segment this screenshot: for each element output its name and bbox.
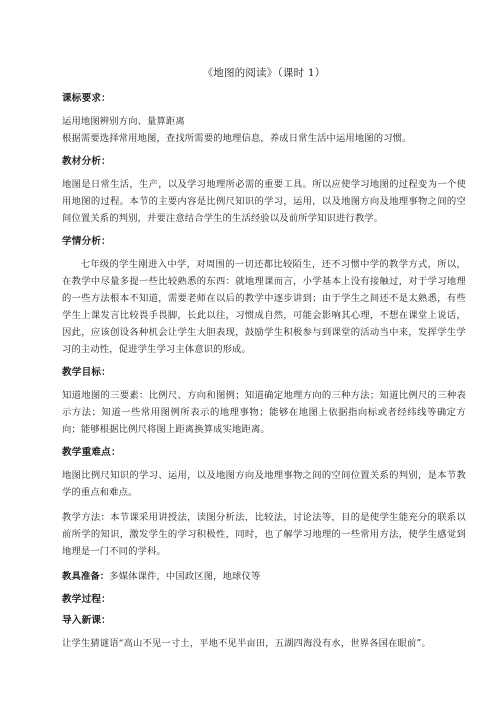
intro-heading: 导入新课： xyxy=(62,615,111,626)
process-heading: 教学过程： xyxy=(62,594,111,605)
intro-text: 让学生猜谜语“高山不见一寸土，平地不见半亩田，五湖四海没有水，世界各国在眼前”。 xyxy=(62,638,431,649)
prep-line xyxy=(62,568,466,585)
learners-heading: 学情分析： xyxy=(62,236,111,247)
goals-heading: 教学目标： xyxy=(62,367,111,378)
prep-text: 多媒体课件，中国政区图，地球仪等 xyxy=(109,571,261,582)
standards-line-1: 运用地图辨别方向、量算距离 xyxy=(62,116,185,127)
methods-text: 教学方法：本节课采用讲授法，读图分析法，比较法，讨论法等，目的是使学生能充分的联系以前所学的知识，激发学生的学习积极性，同时，也了解学习地理的一些常用方法，使学生感觉到地理是一门不同的学科。 xyxy=(62,512,466,557)
keypoints-text: 地图比例尺知识的学习、运用，以及地图方向及地理事物之间的空间位置关系的判别，是本节教学的重点和难点。 xyxy=(62,470,466,498)
goals-text: 知道地图的三要素：比例尺、方向和图例；知道确定地理方向的三种方法；知道比例尺的三种表示方法；知道一些常用图例所表示的地理事物；能够在地图上依据指向标或者经纬线等确定方向；能够根据比例尺将图上距离换算成实地距离。 xyxy=(62,390,466,435)
standards-line-2: 根据需要选择常用地图，查找所需要的地理信息，养成日常生活中运用地图的习惯。 xyxy=(62,133,412,144)
document-page xyxy=(62,66,466,660)
learners-text: 七年级的学生刚进入中学，对周围的一切还都比较陌生，还不习惯中学的教学方式，所以，在教学中尽量多提一些比较熟悉的东西：就地理课而言，小学基本上没有接触过，对于学习地理的一些方法根本不知道，需要老师在以后的教学中逐步讲到；由于学生之间还不是太熟悉，有些学生上课发言比较畏手畏脚，长此以往，习惯成自然，可能会影响其心理，不想在课堂上说话，因此，应该创设各种机会让学生大胆表现，鼓励学生积极参与到课堂的活动当中来，发挥学生学习的主动性，促进学生学习主体意识的形成。 xyxy=(62,259,466,355)
standards-heading: 课标要求： xyxy=(62,93,111,104)
analysis-heading: 教材分析： xyxy=(62,156,111,167)
document-title: 《地图的阅读》（课时 1） xyxy=(202,67,326,79)
keypoints-heading: 教学重难点： xyxy=(62,447,121,458)
prep-label: 教具准备： xyxy=(62,571,110,582)
analysis-text: 地图是日常生活，生产，以及学习地理所必需的重要工具。所以应使学习地图的过程变为一个使用地图的过程。本节的主要内容是比例尺知识的学习，运用，以及地图方向及地理事物之间的空间位置关系的判别，并要注意结合学生的生活经验以及前所学知识进行教学。 xyxy=(62,179,466,224)
